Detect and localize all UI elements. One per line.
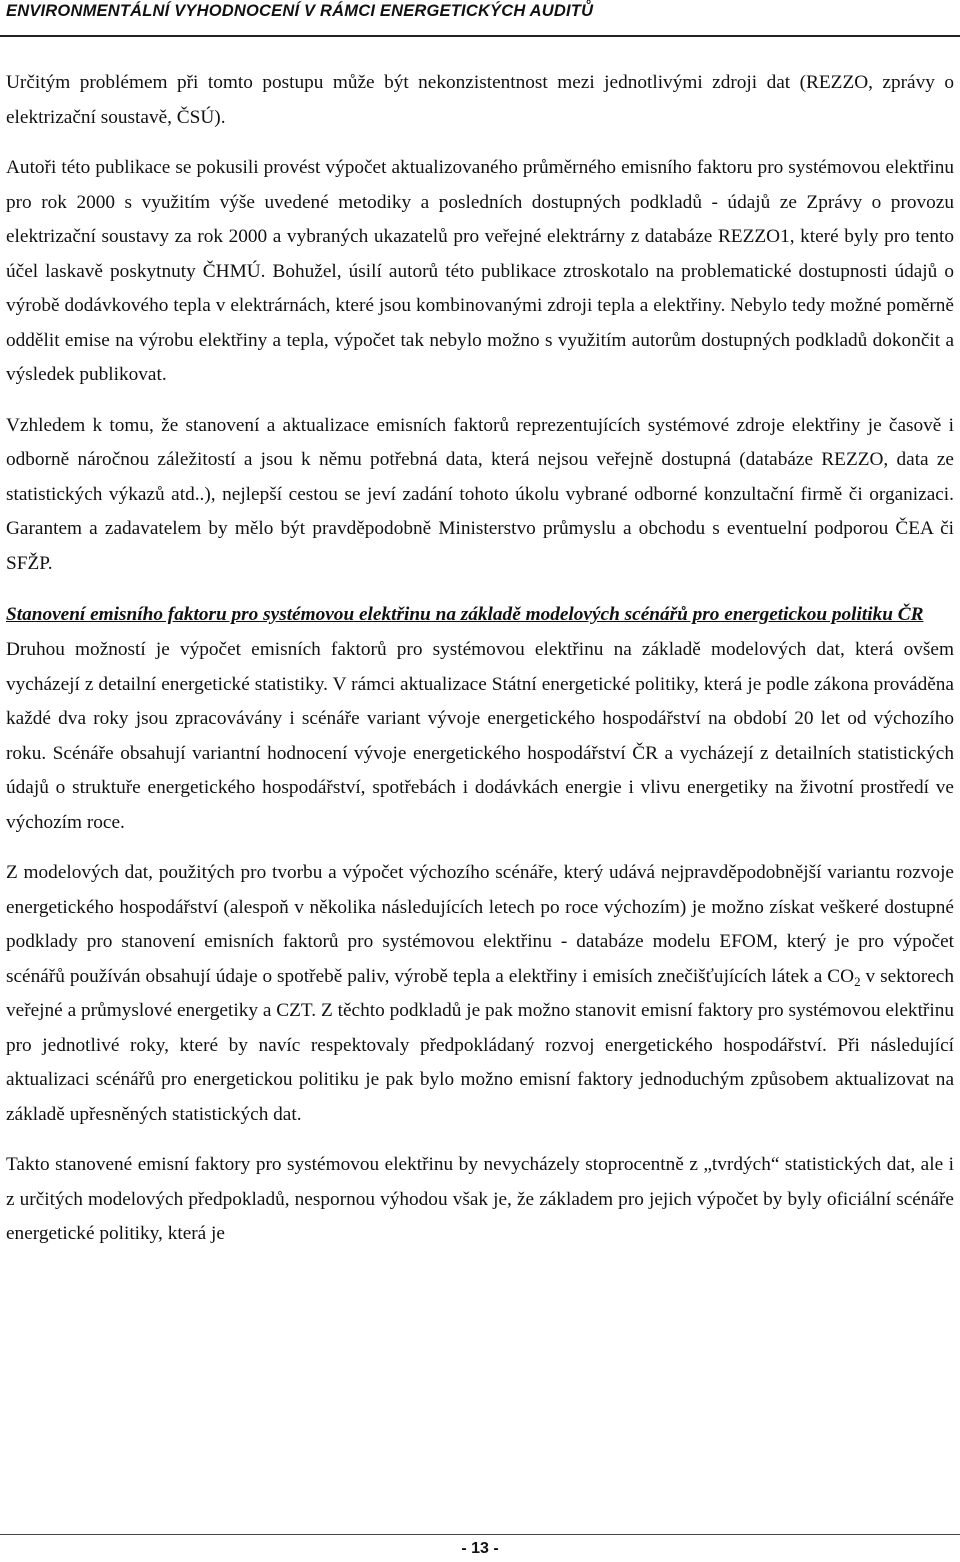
page-number: - 13 - xyxy=(461,1540,499,1557)
paragraph-5 xyxy=(6,856,954,1132)
section-heading: Stanovení emisního faktoru pro systémovou elektřinu na základě modelových scénářů pro energetickou politiku ČR xyxy=(6,604,924,625)
paragraph-1: Určitým problémem při tomto postupu může být nekonzistentnost mezi jednotlivými zdroji dat (REZZO, zprávy o elektrizační soustavě, ČSÚ). xyxy=(6,72,954,128)
paragraph-2: Autoři této publikace se pokusili provést výpočet aktualizovaného průměrného emisního faktoru pro systémovou elektřinu pro rok 2000 s využitím výše uvedené metodiky a posledních dostupných podkladů - údajů ze Zprávy o provozu elektrizační soustavy za rok 2000 a vybraných ukazatelů pro veřejné elektrárny z databáze REZZO1, které byly pro tento účel laskavě poskytnuty ČHMÚ. Bohužel, úsilí autorů této publikace ztroskotalo na problematické dostupnosti údajů o výrobě dodávkového tepla v elektrárnách, které jsou kombinovanými zdroji tepla a elektřiny. Nebylo tedy možné poměrně oddělit emise na výrobu elektřiny a tepla, výpočet tak nebylo možno s využitím autorům dostupných podkladů dokončit a výsledek publikovat. xyxy=(6,157,954,385)
document-body xyxy=(6,66,954,1252)
paragraph-4: Druhou možností je výpočet emisních faktorů pro systémovou elektřinu na základě modelových dat, která ovšem vycházejí z detailní energetické statistiky. V rámci aktualizace Státní energetické politiky, která je podle zákona prováděna každé dva roky jsou zpracovávány i scénáře variant vývoje energetického hospodářství na období 20 let od výchozího roku. Scénáře obsahují variantní hodnocení vývoje energetického hospodářství ČR a vycházejí z detailních statistických údajů o struktuře energetického hospodářství, spotřebách i dodávkách energie i vlivu energetiky na životní prostředí ve výchozím roce. xyxy=(6,639,954,833)
paragraph-5-part-b: v sektorech veřejné a průmyslové energetiky a CZT. Z těchto podkladů je pak možno stanovit emisní faktory pro systémovou elektřinu pro jednotlivé roky, které by navíc respektovaly předpokládaný rozvoj energetického hospodářství. Při následující aktualizaci scénářů pro energetickou politiku je pak bylo možno emisní faktory jednoduchým způsobem aktualizovat na základě upřesněných statistických dat. xyxy=(6,965,954,1125)
footer-rule xyxy=(0,1534,960,1535)
paragraph-3: Vzhledem k tomu, že stanovení a aktualizace emisních faktorů reprezentujících systémové zdroje elektřiny je časově i odborně náročnou záležitostí a jsou k němu potřebná data, která nejsou veřejně dostupná (databáze REZZO, data ze statistických výkazů atd..), nejlepší cestou se jeví zadání tohoto úkolu vybrané odborné konzultační firmě či organizaci. Garantem a zadavatelem by mělo být pravděpodobně Ministerstvo průmyslu a obchodu s eventuelní podporou ČEA či SFŽP. xyxy=(6,414,954,574)
paragraph-6: Takto stanovené emisní faktory pro systémovou elektřinu by nevycházely stoprocentně z „tvrdých“ statistických dat, ale i z určitých modelových předpokladů, nespornou výhodou však je, že základem pro jejich výpočet by byly oficiální scénáře energetické politiky, která je xyxy=(6,1154,954,1244)
running-header: ENVIRONMENTÁLNÍ VYHODNOCENÍ V RÁMCI ENERGETICKÝCH AUDITŮ xyxy=(6,2,594,20)
co2-subscript: 2 xyxy=(854,973,861,989)
paragraph-5-part-a: Z modelových dat, použitých pro tvorbu a výpočet výchozího scénáře, který udává nejpravděpodobnější variantu rozvoje energetického hospodářství (alespoň v několika následujících letech po roce výchozím) je možno získat veškeré dostupné podklady pro stanovení emisních faktorů pro systémovou elektřinu - databáze modelu EFOM, který je pro výpočet scénářů používán obsahují údaje o spotřebě paliv, výrobě tepla a elektřiny i emisích znečišťujících látek a CO xyxy=(6,862,954,987)
header-rule xyxy=(0,35,960,37)
